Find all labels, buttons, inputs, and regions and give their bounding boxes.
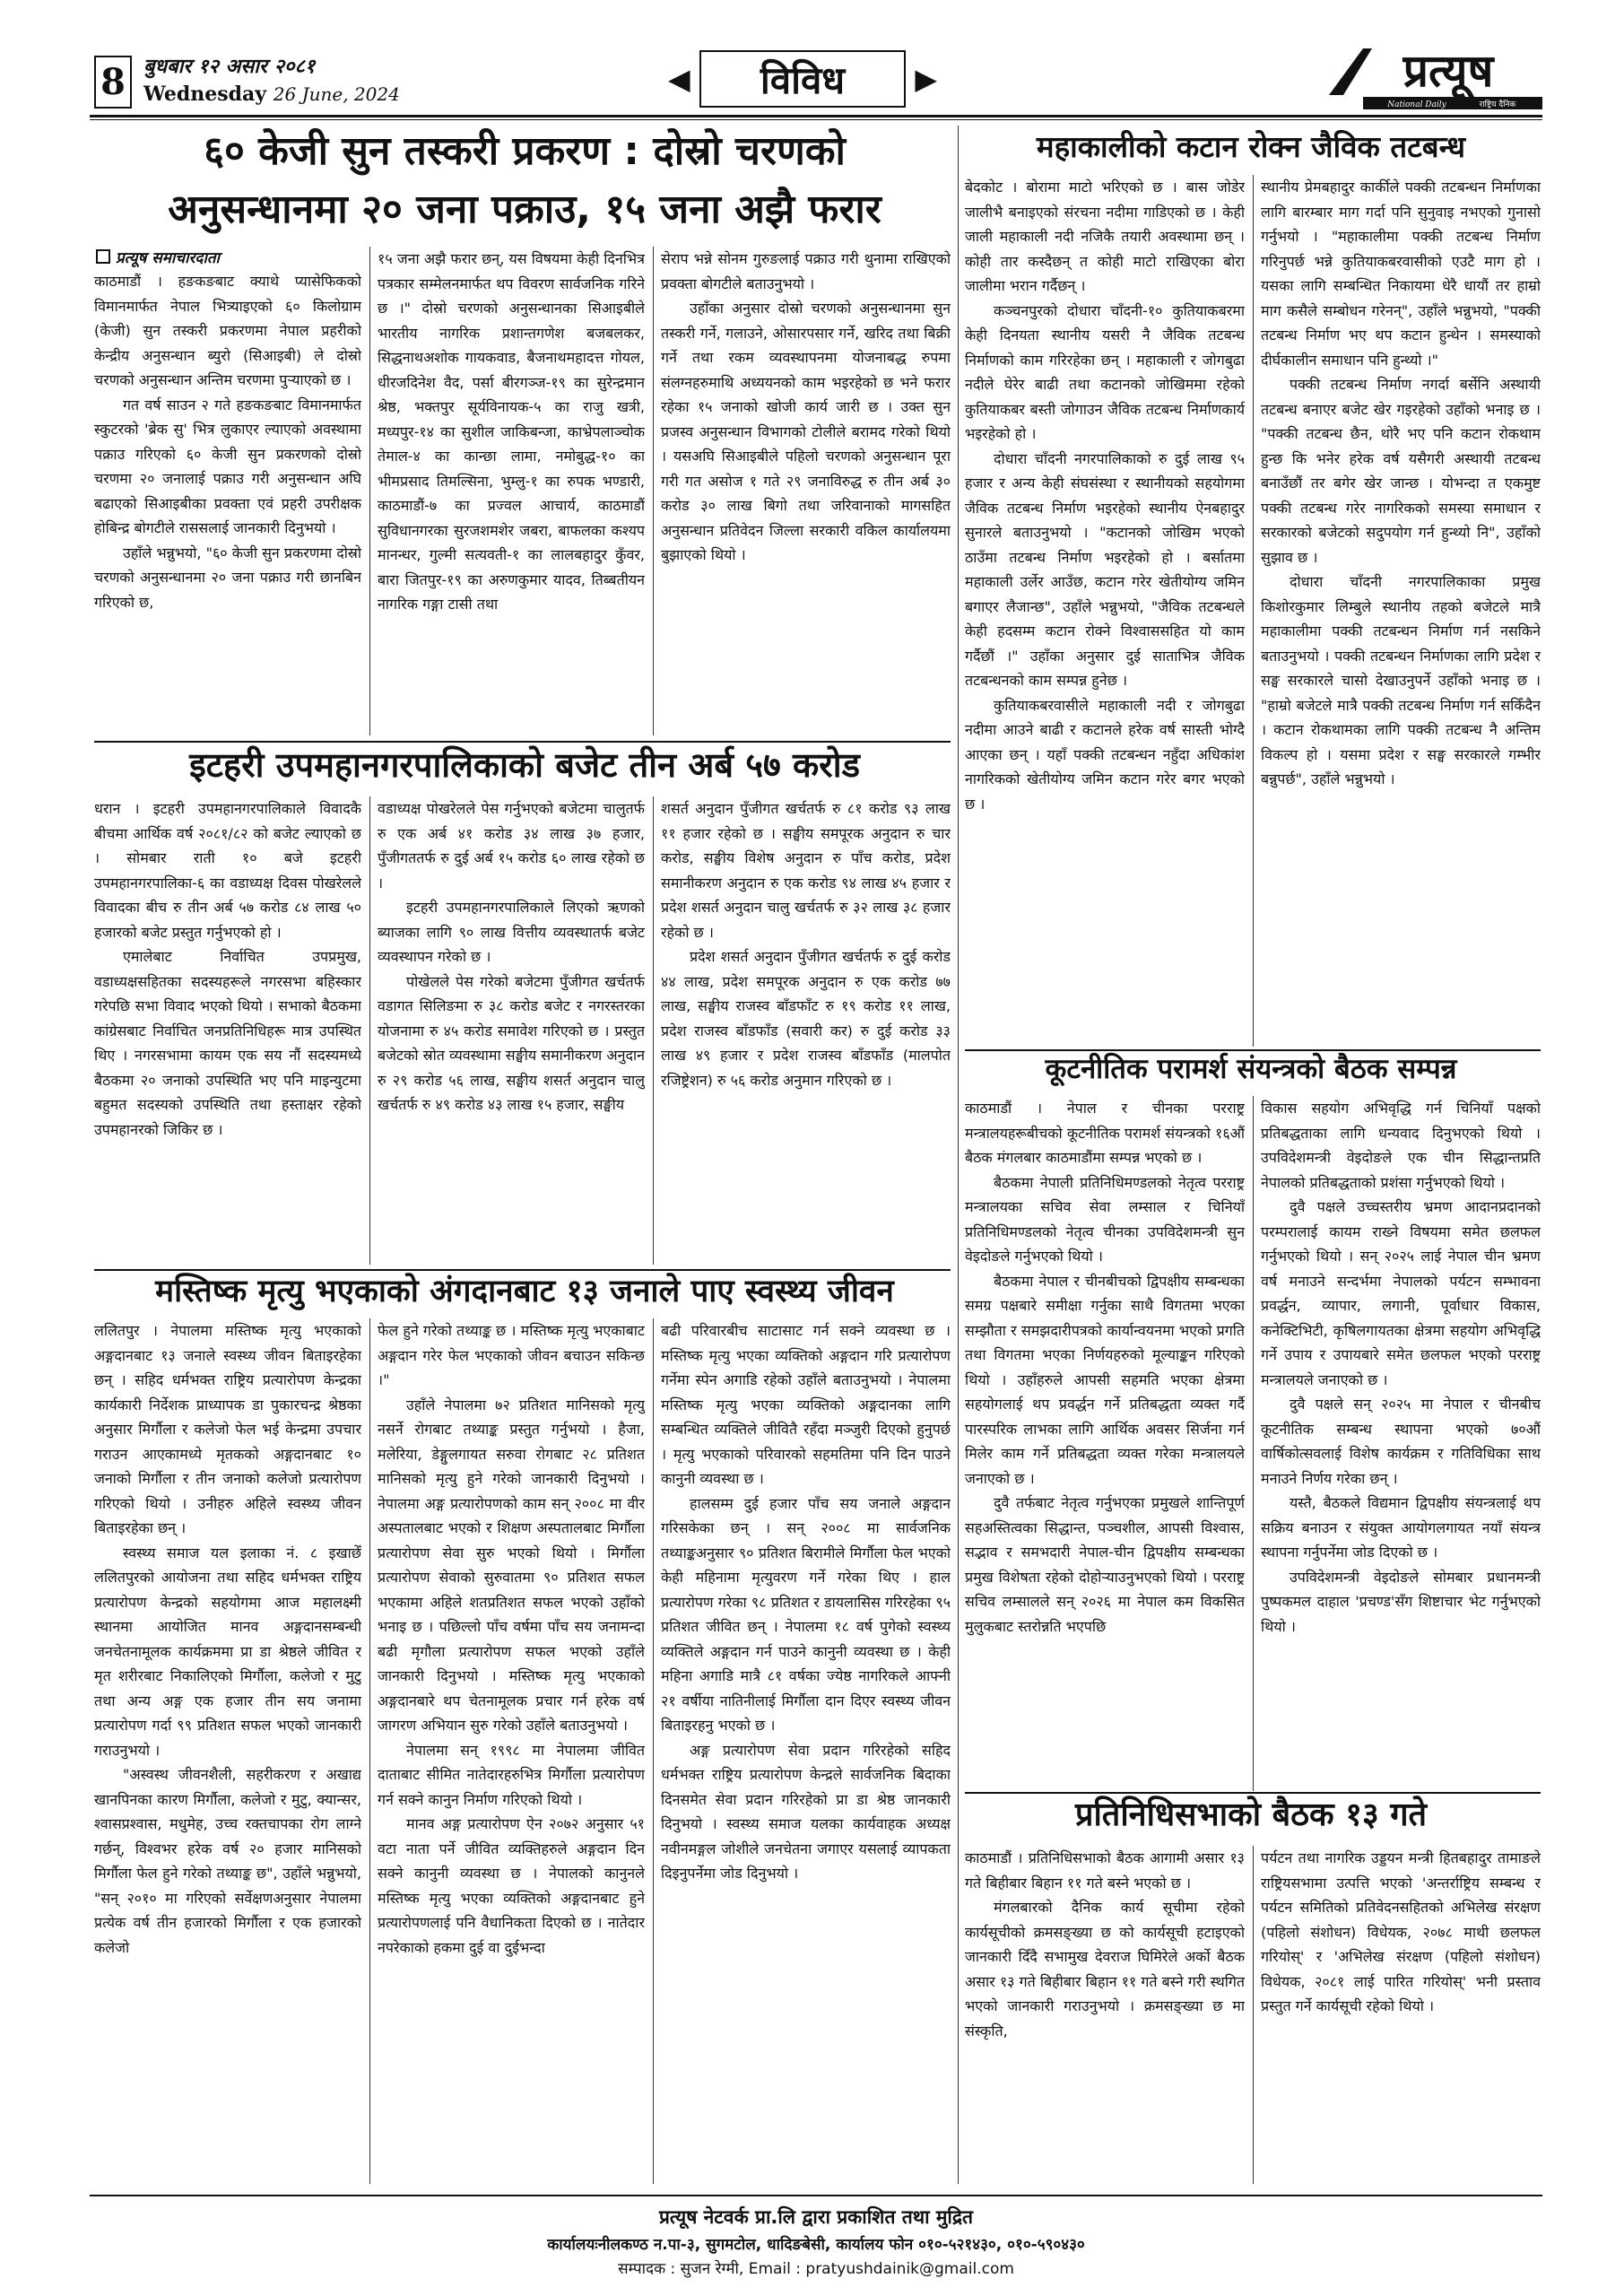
footer-editor: सम्पादक : सुजन रेग्मी, Email : pratyushdainik@gmail.com: [618, 2260, 1014, 2278]
gold-para: सेराप भन्ने सोनम गुरुङलाई पक्राउ गरी थुनामा राखिएको प्रवक्ता बोगटीले बताउनुभयो ।: [661, 250, 951, 292]
mahakali-col-1: [965, 175, 1245, 1047]
parliament-para: काठमाडौं । प्रतिनिधिसभाको बैठक आगामी असार १३ गते बिहीबार बिहान ११ गते बस्ने भएको छ ।: [965, 1849, 1245, 1892]
logo-sub-right: राष्ट्रिय दैनिक: [1479, 100, 1516, 109]
itahari-col-2: [378, 796, 645, 1265]
gold-col-3: [661, 247, 951, 735]
column-divider: [369, 247, 370, 735]
mahakali-para: कुतियाकबरवासीले महाकाली नदी र जोगबुढा नदीमा आउने बाढी र कटानले हरेक वर्ष सास्ती भोग्दै आएका छन् । यहाँ पक्की तटबन्धन नहुँदा अधिकांश नागरिकको खेतीयोग्य जमिन कटान गरेर बगर भएको छ ।: [965, 696, 1245, 813]
gold-para: काठमाडौं । हङकङबाट क्याथे प्यासेफिकको विमानमार्फत नेपाल भित्र्याइएको ६० किलोग्राम (केजी) सुन तस्करी प्रकरणमा नेपाल प्रहरीको केन्द्रीय अनुसन्धान ब्युरो (सिआइबी) ले दोस्रो चरणको अनुसन्धान अन्तिम चरणमा पुऱ्याएको छ ।: [94, 273, 361, 388]
diplomatic-para: विकास सहयोग अभिवृद्धि गर्न चिनियाँ पक्षको प्रतिबद्धताका लागि धन्यवाद दिनुभएको थियो । उपविदेशमन्त्री वेइदोङले एक चीन सिद्धान्तप्रति नेपालको प्रतिबद्धताको प्रशंसा गर्नुभएको थियो ।: [1261, 1100, 1541, 1191]
mahakali-para: स्थानीय प्रेमबहादुर कार्कीले पक्की तटबन्धन निर्माणका लागि बारम्बार माग गर्दा पनि सुनुवाइ नभएको गुनासो गर्नुभयो । "महाकालीमा पक्की तटबन्ध निर्माण गरिनुपर्छ भन्ने कुतियाकबरवासीको एउटै माग हो । यसका लागि सम्बन्धित निकायमा धेरै धायौं तर हाम्रो माग कसैले सम्बोधन गरेनन्", उहाँले भन्नुभयो, "पक्की तटबन्ध निर्माण भए थप कटान हुन्थेन । समस्याको दीर्घकालीन समाधान पनि हुन्थ्यो ।": [1261, 178, 1541, 369]
gold-para: १५ जना अझै फरार छन्, यस विषयमा केही दिनभित्र पत्रकार सम्मेलनमार्फत थप विवरण सार्वजनिक गरिने छ ।" दोस्रो चरणको अनुसन्धानका सिआइबीले भारतीय नागरिक प्रशान्तगणेश बजबलकर, सिद्धनाथअशोक गायकवाड, बैजनाथमहादत्त गोयल, धीरजदिनेश वैद, पर्सा बीरगञ्ज-१९ का सुरेन्द्रमान श्रेष्ठ, भक्तपुर सूर्यविनायक-५ का राजु खत्री, मध्यपुर-१४ का सुशील जाकिबन्जा, काभ्रेपलाञ्चोक तेमाल-४ का कान्छा लामा, नमोबुद्ध-१० का भीमप्रसाद तिमल्सिना, भुम्लु-१ का रुपक भण्डारी, काठमाडौं-७ का प्रज्वल आचार्य, काठमाडौं सुविधानगरका सुरजशमशेर जबरा, बाफलका कश्यप मानन्धर, गुल्मी सत्यवती-१ का लालबहादुर कुँवर, बारा जितपुर-१९ का अरुणकुमार यादव, तिब्बतीयन नागरिक गङ्गा टासी तथा: [378, 250, 645, 613]
logo-text: प्रत्यूष: [1403, 45, 1494, 97]
diplomatic-para: काठमाडौं । नेपाल र चीनका परराष्ट्र मन्त्रालयहरूबीचको कूटनीतिक परामर्श संयन्त्रको १६औं बैठक मंगलबार काठमाडौंमा सम्पन्न भएको छ ।: [965, 1100, 1245, 1166]
itahari-para: धरान । इटहरी उपमहानगरपालिकाले विवादकै बीचमा आर्थिक वर्ष २०८१/८२ को बजेट ल्याएको छ । सोमबार राती १० बजे इटहरी उपमहानगरपालिका-६ का वडाध्यक्ष दिवस पोखरेलले विवादका बीच रु तीन अर्ब ५७ करोड ८४ लाख ५० हजारको बजेट प्रस्तुत गर्नुभएको हो ।: [94, 800, 361, 941]
logo-sub-left: National Daily: [1387, 100, 1446, 109]
gold-para: उहाँले भन्नुभयो, "६० केजी सुन प्रकरणमा दोस्रो चरणको अनुसन्धानमा २० जना पक्राउ गरी छानबिन गरिएको छ,: [94, 544, 361, 611]
diplomatic-para: यस्तै, बैठकले विद्यमान द्विपक्षीय संयन्त्रलाई थप सक्रिय बनाउन र संयुक्त आयोगलगायत नयाँ संयन्त्र स्थापना गर्नुपर्नेमा जोड दिएको छ ।: [1261, 1494, 1541, 1561]
article-separator: [94, 1269, 951, 1271]
date-nepali: बुधबार १२ असार २०८१: [143, 56, 316, 78]
diplomatic-headline: कूटनीतिक परामर्श संयन्त्रको बैठक सम्पन्न: [1045, 1053, 1457, 1085]
organ-para: ललितपुर । नेपालमा मस्तिष्क मृत्यु भएकाको अङ्गदानबाट १३ जनाले स्वस्थ्य जीवन बिताइरहेका छन् । सहिद धर्मभक्त राष्ट्रिय प्रत्यारोपण केन्द्रका कार्यकारी निर्देशक प्राध्यापक डा पुकारचन्द्र श्रेष्ठका अनुसार मिर्गौला र कलेजो फेल भई केन्द्रमा उपचार गराउन आएकामध्ये मृतकको अङ्गदानबाट १० जनाको मिर्गौला र तीन जनाको कलेजो प्रत्यारोपण गरिएको थियो । उनीहरु अहिले स्वस्थ्य जीवन बिताइरहेका छन् ।: [94, 1322, 361, 1536]
parliament-para: पर्यटन तथा नागरिक उड्डयन मन्त्री हितबहादुर तामाङले राष्ट्रियसभामा उत्पत्ति भएको 'अन्तर्राष्ट्रिय सम्बन्ध र पर्यटन समितिको प्रतिवेदनसहितको अभिलेख संरक्षण (पहिलो संशोधन) विधेयक, २०७८ माथी छलफल गरियोस्' र 'अभिलेख संरक्षण (पहिलो संशोधन) विधेयक, २०८१ लाई पारित गरियोस्' भनी प्रस्ताव प्रस्तुत गर्ने कार्यसूची रहेको थियो ।: [1261, 1849, 1541, 2014]
parliament-headline: प्रतिनिधिसभाको बैठक १३ गते: [1075, 1796, 1427, 1833]
gold-para: उहाँका अनुसार दोस्रो चरणको अनुसन्धानमा सुन तस्करी गर्ने, गलाउने, ओसारपसार गर्ने, खरिद तथा बिक्री गर्ने तथा रकम व्यवस्थापनमा योजनाबद्ध रुपमा संलग्नहरुमाथि अध्ययनको काम भइरहेको छ भने फरार रहेका १५ जनाको खोजी कार्य जारी छ । उक्त सुन प्रजस्व अनुसन्धान विभागको टोलीले बरामद गरेको थियो । यसअघि सिआइबीले पहिलो चरणको अनुसन्धान पूरा गरी गत असोज १ गते २९ जनाविरुद्ध रु तीन अर्ब ३० करोड ३० लाख बिगो तथा जरिवानाको मागसहित अनुसन्धान प्रतिवेदन जिल्ला सरकारी वकिल कार्यालयमा बुझाएको थियो ।: [661, 300, 951, 563]
itahari-para: शसर्त अनुदान पुँजीगत खर्चतर्फ रु ८१ करोड ९३ लाख ११ हजार रहेको छ । सङ्घीय समपूरक अनुदान रु चार करोड, सङ्घीय विशेष अनुदान रु पाँच करोड, प्रदेश समानीकरण अनुदान रु एक करोड ९४ लाख ४५ हजार र प्रदेश शसर्त अनुदान चालु खर्चतर्फ रु ३२ लाख ३८ हजार रहेको छ ।: [661, 800, 951, 941]
itahari-para: इटहरी उपमहानगरपालिकाले लिएको ऋणको ब्याजका लागि ९० लाख वित्तीय व्यवस्थातर्फ बजेट व्यवस्थापन गरेको छ ।: [378, 899, 645, 965]
mahakali-para: दोधारा चाँदनी नगरपालिकाको रु दुई लाख ९५ हजार र अन्य केही संघसंस्था र स्थानीयको सहयोगमा जैविक तटबन्ध निर्माण भइरहेको स्थानीय ऐनबहादुर सुनारले बताउनुभयो । "कटानको जोखिम भएको ठाउँमा तटबन्ध निर्माण भइरहेको हो । बर्सातमा महाकाली उर्लेर आउँछ, कटान गरेर खेतीयोग्य जमिन बगाएर लैजान्छ", उहाँले भन्नुभयो, "जैविक तटबन्धले केही हदसम्म कटान रोक्ने विश्वाससहित यो काम गर्दैछौं ।" उहाँका अनुसार दुई साताभित्र जैविक तटबन्धनको काम सम्पन्न हुनेछ ।: [965, 449, 1245, 689]
arrow-left-icon: ◀: [668, 62, 690, 96]
itahari-para: वडाध्यक्ष पोखरेलले पेस गर्नुभएको बजेटमा चालुतर्फ रु एक अर्ब ४१ करोड ३४ लाख ३७ हजार, पुँजीगततर्फ रु दुई अर्ब १५ करोड ६० लाख रहेको छ ।: [378, 800, 645, 891]
article-separator: [965, 1049, 1541, 1051]
column-divider: [653, 247, 654, 735]
organ-para: स्वस्थ्य समाज यल इलाका नं. ८ इखाछेँ ललितपुरको आयोजना तथा सहिद धर्मभक्त राष्ट्रिय प्रत्यारोपण केन्द्रको सहयोगमा आज महालक्ष्मी स्थानमा आयोजित मानव अङ्गदानसम्बन्धी जनचेतनामूलक कार्यक्रममा प्रा डा श्रेष्ठले जीवित र मृत शरीरबाट निकालिएको मिर्गौला, कलेजो र मुटु तथा अन्य अङ्ग एक हजार तीन सय जनामा प्रत्यारोपण गर्दा ९९ प्रतिशत सफल भएको जानकारी गराउनुभयो ।: [94, 1544, 361, 1759]
section-header: [668, 50, 937, 108]
byline-square-icon: [96, 249, 110, 264]
organ-col-1: [94, 1318, 361, 2184]
footer-rule: [90, 2195, 1542, 2196]
itahari-headline: इटहरी उपमहानगरपालिकाको बजेट तीन अर्ब ५७ करोड: [189, 745, 860, 785]
footer-publisher: प्रत्यूष नेटवर्क प्रा.लि द्वारा प्रकाशित तथा मुद्रित: [658, 2206, 973, 2228]
arrow-right-icon: ▶: [915, 62, 937, 96]
date-english: [143, 83, 400, 106]
organ-para: मानव अङ्ग प्रत्यारोपण ऐन २०७२ अनुसार ५१ वटा नाता पर्ने जीवित व्यक्तिहरुले अङ्गदान दिन सक्ने कानुनी व्यवस्था छ । नेपालको कानुनले मस्तिष्क मृत्यु भएका व्यक्तिको अङ्गदानबाट हुने प्रत्यारोपणलाई पनि वैधानिकता दिएको छ । नातेदार नपरेकाको हकमा दुई वा दुईभन्दा: [378, 1815, 645, 1956]
gold-headline-line1: ६० केजी सुन तस्करी प्रकरण : दोस्रो चरणको: [204, 128, 846, 174]
gold-col-2: [378, 247, 645, 735]
organ-col-2: [378, 1318, 645, 2184]
column-divider: [653, 1318, 654, 2184]
mahakali-col-2: [1261, 175, 1541, 1047]
diplomatic-para: बैठकमा नेपाली प्रतिनिधिमण्डलको नेतृत्व परराष्ट्र मन्त्रालयका सचिव सेवा लम्साल र चिनियाँ प्रतिनिधिमण्डलको नेतृत्व चीनका उपविदेशमन्त्री सुन वेइदोङले गर्नुभएको थियो ।: [965, 1173, 1245, 1265]
footer-office: कार्यालयःनीलकण्ठ न.पा-३, सुगमटोल, धादिङबेसी, कार्यालय फोन ०१०-५२१४३०, ०१०-५९०४३०: [547, 2236, 1085, 2254]
parliament-col-2: [1261, 1846, 1541, 2184]
mahakali-para: पक्की तटबन्ध निर्माण नगर्दा बर्सेनि अस्थायी तटबन्ध बनाएर बजेट खेर गइरहेको उहाँको भनाइ छ । "पक्की तटबन्ध छैन, थोरै भए पनि कटान रोकथाम हुन्छ कि भनेर हरेक वर्ष यसैगरी अस्थायी तटबन्ध बनाउँछौं तर बगेर खेर जान्छ । योभन्दा त एकमुष्ट पक्की तटबन्ध गरेर नागरिकको समस्या समाधान र सरकारको बजेटको सदुपयोग गर्न हुन्थ्यो नि", उहाँको सुझाव छ ।: [1261, 376, 1541, 566]
header-rule-thin: [90, 119, 1542, 120]
diplomatic-para: दुवै पक्षले सन् २०२५ मा नेपाल र चीनबीच कूटनीतिक सम्बन्ध स्थापना भएको ७०औं वार्षिकोत्सवलाई विशेष कार्यक्रम र गतिविधिका साथ मनाउने निर्णय गरेका छन् ।: [1261, 1396, 1541, 1487]
diplomatic-para: बैठकमा नेपाल र चीनबीचको द्विपक्षीय सम्बन्धका समग्र पक्षबारे समीक्षा गर्नुका साथै विगतमा भएका सम्झौता र समझदारीपत्रको कार्यान्वयनमा भएको प्रगति तथा विगतमा भएका निर्णयहरुको मूल्याङ्कन गरिएको थियो । उहाँहरुले आपसी सहमति भएका क्षेत्रमा सहयोगलाई थप प्रवर्द्धन गर्ने प्रतिबद्धता व्यक्त गर्दै पारस्परिक लाभका लागि आर्थिक अवसर सिर्जना गर्न मिलेर काम गर्ने प्रतिबद्धता व्यक्त गरेका मन्त्रालयले जनाएको छ ।: [965, 1272, 1245, 1487]
diplomatic-col-1: [965, 1096, 1245, 1791]
organ-para: "अस्वस्थ जीवनशैली, सहरीकरण र अखाद्य खानपिनका कारण मिर्गौला, कलेजो र मुटु, क्यान्सर, श्वासप्रश्वास, मधुमेह, उच्च रक्तचापका रोग लाग्ने गर्छन्, विश्वभर हरेक वर्ष २० हजार मानिसको मिर्गौला फेल हुने गरेको तथ्याङ्क छ", उहाँले भन्नुभयो, "सन् २०१० मा गरिएको सर्वेक्षणअनुसार नेपालमा प्रत्येक वर्ष तीन हजारको मिर्गौला र एक हजारको कलेजो: [94, 1766, 361, 1956]
gold-byline-text: प्रत्यूष समाचारदाता: [116, 249, 220, 267]
itahari-para: पोखेलले पेस गरेको बजेटमा पुँजीगत खर्चतर्फ वडागत सिलिङमा रु ३८ करोड बजेट र नगरस्तरका योजनामा रु ४५ करोड समावेश गरिएको छ । प्रस्तुत बजेटको स्रोत व्यवस्थामा सङ्घीय समानीकरण अनुदान रु २९ करोड ५६ लाख, सङ्घीय शसर्त अनुदान चालु खर्चतर्फ रु ४९ करोड ४३ लाख १५ हजार, सङ्घीय: [378, 972, 645, 1113]
diplomatic-col-2: [1261, 1096, 1541, 1791]
column-divider: [653, 796, 654, 1265]
gold-col-1: [94, 269, 361, 735]
article-separator: [94, 741, 951, 743]
organ-para: अङ्ग प्रत्यारोपण सेवा प्रदान गरिरहेको सहिद धर्मभक्त राष्ट्रिय प्रत्यारोपण केन्द्रले सार्वजनिक बिदाका दिनसमेत सेवा प्रदान गरिरहेको प्रा डा श्रेष्ठ जानकारी दिनुभयो । स्वस्थ्य समाज यलका कार्यवाहक अध्यक्ष नवीनमङ्गल जोशीले जनचेतना जगाएर यसलाई व्यापकता दिइनुपर्नेमा जोड दिनुभयो ।: [661, 1741, 951, 1882]
organ-col-3: [661, 1318, 951, 2184]
itahari-col-1: [94, 796, 361, 1265]
gold-para: गत वर्ष साउन २ गते हङकङबाट विमानमार्फत स्कुटरको 'ब्रेक सु' भित्र लुकाएर ल्याएको अवस्थामा पक्राउ गरिएको ६० केजी सुन प्रकरणको दोस्रो चरणमा २० जनालाई पक्राउ गरी अनुसन्धान अघि बढाएको सिआइबीका प्रवक्ता एवं प्रहरी उपरीक्षक होबिन्द्र बोगटीले राससलाई जानकारी दिनुभयो ।: [94, 396, 361, 536]
diplomatic-para: दुवै तर्फबाट नेतृत्व गर्नुभएका प्रमुखले शान्तिपूर्ण सहअस्तित्वका सिद्धान्त, पञ्चशील, आपसी विश्वास, सद्भाव र समभदारी नेपाल-चीन द्विपक्षीय सम्बन्धका प्रमुख विशेषता रहेको दोहोऱ्याउनुभएको थियो । परराष्ट्र सचिव लम्सालले सन् २०२६ मा नेपाल कम विकसित मुलुकबाट स्तरोन्नति भएपछि: [965, 1494, 1245, 1635]
section-title: विविध: [699, 50, 907, 108]
date-english-day: Wednesday: [143, 83, 267, 106]
mahakali-para: दोधारा चाँदनी नगरपालिकाका प्रमुख किशोरकुमार लिम्बुले स्थानीय तहको बजेटले मात्रै महाकालीमा पक्की तटबन्धन निर्माण गर्न नसकिने बताउनुभयो । पक्की तटबन्धन निर्माणका लागि प्रदेश र सङ्घ सरकारले चासो देखाउनुपर्ने उहाँको भनाइ छ । "हाम्रो बजेटले मात्रै पक्की तटबन्ध निर्माण गर्न सकिँदैन । कटान रोकथामका लागि पक्की तटबन्ध नै अन्तिम विकल्प हो । यसमा प्रदेश र सङ्घ सरकारले गम्भीर बन्नुपर्छ", उहाँले भन्नुभयो ।: [1261, 573, 1541, 787]
mahakali-headline: महाकालीको कटान रोक्न जैविक तटबन्ध: [1036, 129, 1466, 164]
diplomatic-para: उपविदेशमन्त्री वेइदोङले सोमबार प्रधानमन्त्री पुष्पकमल दाहाल 'प्रचण्ड'सँग शिष्टाचार भेट गर्नुभएको थियो ।: [1261, 1568, 1541, 1635]
header-rule: [90, 115, 1542, 117]
diplomatic-para: दुवै पक्षले उच्चस्तरीय भ्रमण आदानप्रदानको परम्परालाई कायम राख्ने विषयमा समेत छलफल गर्नुभएको थियो । सन् २०२५ लाई नेपाल चीन भ्रमण वर्ष मनाउने सन्दर्भमा नेपालको पर्यटन सम्भावना प्रवर्द्धन, व्यापार, लगानी, पूर्वाधार विकास, कनेक्टिभिटी, कृषिलगायतका क्षेत्रमा सहयोग अभिवृद्धि गर्ने उपाय र उपायबारे समेत छलफल भएको परराष्ट्र मन्त्रालयले जनाएको छ ।: [1261, 1198, 1541, 1388]
gold-byline: [96, 247, 220, 267]
itahari-col-3: [661, 796, 951, 1265]
organ-para: फेल हुने गरेको तथ्याङ्क छ । मस्तिष्क मृत्यु भएकाबाट अङ्गदान गरेर फेल भएकाको जीवन बचाउन सकिन्छ ।": [378, 1322, 645, 1388]
page-number: 8: [94, 56, 132, 109]
organ-para: नेपालमा सन् १९९८ मा नेपालमा जीवित दाताबाट सीमित नातेदारहरुभित्र मिर्गौला प्रत्यारोपण गर्न सक्ने कानुन निर्माण गरिएको थियो ।: [378, 1741, 645, 1808]
column-divider: [1253, 175, 1254, 1047]
imprint-footer: [90, 2205, 1542, 2278]
organ-para: उहाँले नेपालमा ७२ प्रतिशत मानिसको मृत्यु नसर्ने रोगबाट तथ्याङ्क प्रस्तुत गर्नुभयो । हैजा, मलेरिया, डेङ्गुलगायत सरुवा रोगबाट २८ प्रतिशत मानिसको मृत्यु हुने गरेको जानकारी दिनुभयो । नेपालमा अङ्ग प्रत्यारोपणको काम सन् २००८ मा वीर अस्पतालबाट भएको र शिक्षण अस्पतालबाट मिर्गौला प्रत्यारोपण सेवा सुरु भएको थियो । मिर्गौला प्रत्यारोपण सेवाको सुरुवातमा ९० प्रतिशत सफल भएकामा अहिले शतप्रतिशत सफल भएको उहाँको भनाइ छ । पछिल्लो पाँच वर्षमा पाँच सय जनामन्दा बढी मृगौला प्रत्यारोपण सफल भएको उहाँले जानकारी दिनुभयो । मस्तिष्क मृत्यु भएकाको अङ्गदानबारे थप चेतनामूलक प्रचार गर्न हरेक वर्ष जागरण अभियान सुरु गरेको उहाँले बताउनुभयो ।: [378, 1396, 645, 1734]
parliament-col-1: [965, 1846, 1245, 2184]
organ-headline: मस्तिष्क मृत्यु भएकाको अंगदानबाट १३ जनाले पाए स्वस्थ्य जीवन: [155, 1274, 894, 1309]
main-column-divider: [958, 126, 959, 2184]
mahakali-para: कञ्चनपुरको दोधारा चाँदनी-१० कुतियाकबरमा केही दिनयता स्थानीय यसरी नै जैविक तटबन्ध निर्माणको काम गरिरहेका छन् । महाकाली र जोगबुढा नदीले घेरेर बाढी तथा कटानको जोखिममा रहेको कुतियाकबर बस्ती जोगाउन जैविक तटबन्ध निर्माणकार्य भइरहेको हो ।: [965, 301, 1245, 442]
column-divider: [369, 1318, 370, 2184]
column-divider: [1253, 1846, 1254, 2184]
article-separator: [965, 1792, 1541, 1794]
itahari-para: प्रदेश शसर्त अनुदान पुँजीगत खर्चतर्फ रु दुई करोड ४४ लाख, प्रदेश समपूरक अनुदान रु एक करोड ७७ लाख, सङ्घीय राजस्व बाँडफाँट रु १९ करोड ११ लाख, प्रदेश राजस्व बाँडफाँड (सवारी कर) रु दुई करोड ३३ लाख ४९ हजार र प्रदेश राजस्व बाँडफाँड (मालपोत रजिष्ट्रेशन) रु ५६ करोड अनुमान गरिएको छ ।: [661, 948, 951, 1089]
gold-headline-line2: अनुसन्धानमा २० जना पक्राउ, १५ जना अझै फरार: [168, 187, 881, 232]
itahari-para: एमालेबाट निर्वाचित उपप्रमुख, वडाध्यक्षसहितका सदस्यहरूले नगरसभा बहिस्कार गरेपछि सभा विवाद भएको थियो । सभाको बैठकमा कांग्रेसबाट निर्वाचित जनप्रतिनिधिहरू मात्र उपस्थित थिए । नगरसभामा कायम एक सय नौं सदस्यमध्ये बैठकमा २० जनाको उपस्थिति भए पनि माइन्युटमा बहुमत सदस्यको उपस्थिति तथा हस्ताक्षर रहेको उपमहानरको जिकिर छ ।: [94, 948, 361, 1138]
column-divider: [369, 796, 370, 1265]
organ-para: बढी परिवारबीच साटासाट गर्न सक्ने व्यवस्था छ । मस्तिष्क मृत्यु भएका व्यक्तिको अङ्गदान गरि प्रत्यारोपण गर्नेमा स्पेन अगाडि रहेको उहाँले बताउनुभयो । नेपालमा मस्तिष्क मृत्यु भएका व्यक्तिको अङ्गदानका लागि सम्बन्धित व्यक्तिले जीवितै रहँदा मञ्जुरी दिएको हुनुपर्छ । मृत्यु भएकाको परिवारको सहमतिमा पनि दिन पाउने कानुनी व्यवस्था छ ।: [661, 1322, 951, 1487]
newspaper-logo: [1327, 45, 1542, 109]
mahakali-para: बेदकोट । बोरामा माटो भरिएको छ । बास जोडेर जालीभै बनाइएको संरचना नदीमा गाडिएको छ । केही जाली महाकाली नदी नजिकै तयारी अवस्थामा छन् । कोही तार कस्दैछन् त कोही माटो राखिएका बोरा जालीमा भरान गर्दैछन् ।: [965, 178, 1245, 294]
organ-para: हालसम्म दुई हजार पाँच सय जनाले अङ्गदान गरिसकेका छन् । सन् २००८ मा सार्वजनिक तथ्याङ्कअनुसार ९० प्रतिशत बिरामीले मिर्गौला फेल भएको केही महिनामा मृत्युवरण गर्ने गरेका थिए । हाल प्रत्यारोपण गरेका ९८ प्रतिशत र डायलासिस गरिरहेका ९५ प्रतिशत जीवित छन् । नेपालमा १८ वर्ष पुगेको स्वस्थ्य व्यक्तिले अङ्गदान गर्न पाउने कानुनी व्यवस्था छ । केही महिना अगाडि मात्रै ८१ वर्षका ज्येष्ठ नागरिकले आफ्नी २१ वर्षीया नातिनीलाई मिर्गौला दान दिएर स्वस्थ्य जीवन बिताइरहनु भएको छ ।: [661, 1494, 951, 1734]
date-english-date: 26 June, 2024: [273, 83, 400, 105]
parliament-para: मंगलबारको दैनिक कार्य सूचीमा रहेको कार्यसूचीको क्रमसङ्ख्या छ को कार्यसूची हटाइएको जानकारी दिँदै सभामुख देवराज घिमिरेले अर्को बैठक असार १३ गते बिहीबार बिहान ११ गते बस्ने गरी स्थगित भएको जानकारी गराउनुभयो । क्रमसङ्ख्या छ मा संस्कृति,: [965, 1899, 1245, 2039]
column-divider: [1253, 1096, 1254, 1791]
